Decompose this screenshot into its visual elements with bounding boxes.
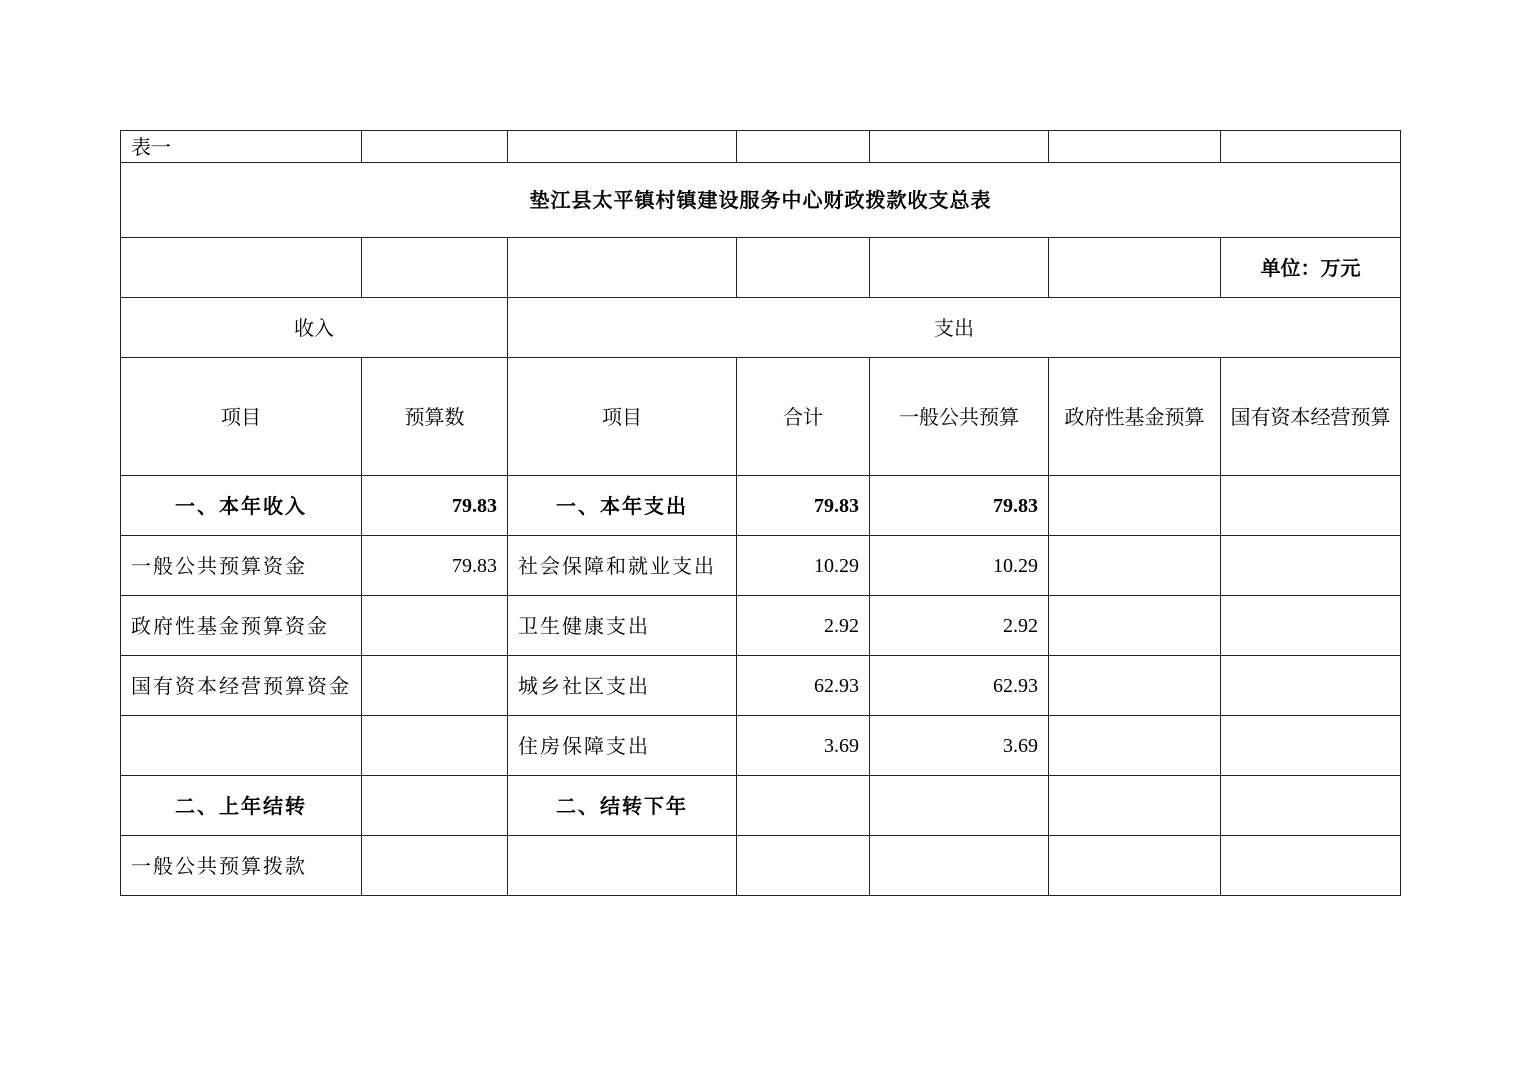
- state-capital-cell: [1221, 536, 1401, 596]
- gov-fund-cell: [1049, 716, 1221, 776]
- gov-fund-cell: [1049, 476, 1221, 536]
- total-cell: 2.92: [737, 596, 870, 656]
- title-row: [121, 163, 1401, 238]
- expense-item-cell: 住房保障支出: [508, 716, 737, 776]
- table-tag-row: [121, 131, 1401, 163]
- gov-fund-budget-header: 政府性基金预算: [1049, 358, 1221, 476]
- expense-item-cell: 社会保障和就业支出: [508, 536, 737, 596]
- state-capital-cell: [1221, 716, 1401, 776]
- income-item-header: 项目: [121, 358, 362, 476]
- unit-row: [121, 238, 1401, 298]
- empty-cell: [737, 238, 870, 298]
- general-budget-cell: 79.83: [870, 476, 1049, 536]
- table-row: [121, 536, 1401, 596]
- empty-cell: [121, 238, 362, 298]
- table-row: [121, 476, 1401, 536]
- income-budget-header: 预算数: [362, 358, 508, 476]
- total-cell: 10.29: [737, 536, 870, 596]
- income-budget-cell: [362, 596, 508, 656]
- table-row: [121, 596, 1401, 656]
- general-budget-header: 一般公共预算: [870, 358, 1049, 476]
- expense-item-cell: 卫生健康支出: [508, 596, 737, 656]
- income-budget-cell: [362, 716, 508, 776]
- budget-summary-table: [120, 130, 1401, 896]
- income-item-cell: [121, 716, 362, 776]
- expense-item-header: 项目: [508, 358, 737, 476]
- empty-cell: [870, 131, 1049, 163]
- income-item-cell: 国有资本经营预算资金: [121, 656, 362, 716]
- income-budget-cell: [362, 656, 508, 716]
- income-item-cell: 政府性基金预算资金: [121, 596, 362, 656]
- unit-label: 单位：万元: [1221, 238, 1401, 298]
- expense-item-cell: [508, 836, 737, 896]
- column-header-row: [121, 358, 1401, 476]
- total-cell: [737, 776, 870, 836]
- income-budget-cell: [362, 836, 508, 896]
- total-header: 合计: [737, 358, 870, 476]
- gov-fund-cell: [1049, 536, 1221, 596]
- expense-item-cell: 二、结转下年: [508, 776, 737, 836]
- income-item-cell: 一、本年收入: [121, 476, 362, 536]
- general-budget-cell: 3.69: [870, 716, 1049, 776]
- state-capital-cell: [1221, 476, 1401, 536]
- empty-cell: [1049, 131, 1221, 163]
- table-row: [121, 656, 1401, 716]
- total-cell: [737, 836, 870, 896]
- gov-fund-cell: [1049, 836, 1221, 896]
- gov-fund-cell: [1049, 656, 1221, 716]
- table-row: [121, 776, 1401, 836]
- expense-item-cell: 一、本年支出: [508, 476, 737, 536]
- gov-fund-cell: [1049, 596, 1221, 656]
- empty-cell: [870, 238, 1049, 298]
- state-capital-cell: [1221, 656, 1401, 716]
- empty-cell: [508, 238, 737, 298]
- income-item-cell: 一般公共预算资金: [121, 536, 362, 596]
- income-budget-cell: 79.83: [362, 476, 508, 536]
- empty-cell: [737, 131, 870, 163]
- general-budget-cell: [870, 836, 1049, 896]
- expense-item-cell: 城乡社区支出: [508, 656, 737, 716]
- state-capital-budget-header: 国有资本经营预算: [1221, 358, 1401, 476]
- general-budget-cell: 10.29: [870, 536, 1049, 596]
- total-cell: 62.93: [737, 656, 870, 716]
- empty-cell: [362, 131, 508, 163]
- state-capital-cell: [1221, 776, 1401, 836]
- general-budget-cell: 2.92: [870, 596, 1049, 656]
- general-budget-cell: [870, 776, 1049, 836]
- state-capital-cell: [1221, 596, 1401, 656]
- income-budget-cell: 79.83: [362, 536, 508, 596]
- expense-section-header: 支出: [508, 298, 1401, 358]
- page-title: 垫江县太平镇村镇建设服务中心财政拨款收支总表: [121, 163, 1401, 238]
- empty-cell: [508, 131, 737, 163]
- income-item-cell: 一般公共预算拨款: [121, 836, 362, 896]
- state-capital-cell: [1221, 836, 1401, 896]
- section-row: [121, 298, 1401, 358]
- empty-cell: [362, 238, 508, 298]
- income-section-header: 收入: [121, 298, 508, 358]
- empty-cell: [1221, 131, 1401, 163]
- gov-fund-cell: [1049, 776, 1221, 836]
- income-budget-cell: [362, 776, 508, 836]
- table-row: [121, 716, 1401, 776]
- table-tag: 表一: [121, 131, 362, 163]
- total-cell: 3.69: [737, 716, 870, 776]
- income-item-cell: 二、上年结转: [121, 776, 362, 836]
- general-budget-cell: 62.93: [870, 656, 1049, 716]
- empty-cell: [1049, 238, 1221, 298]
- total-cell: 79.83: [737, 476, 870, 536]
- table-row: [121, 836, 1401, 896]
